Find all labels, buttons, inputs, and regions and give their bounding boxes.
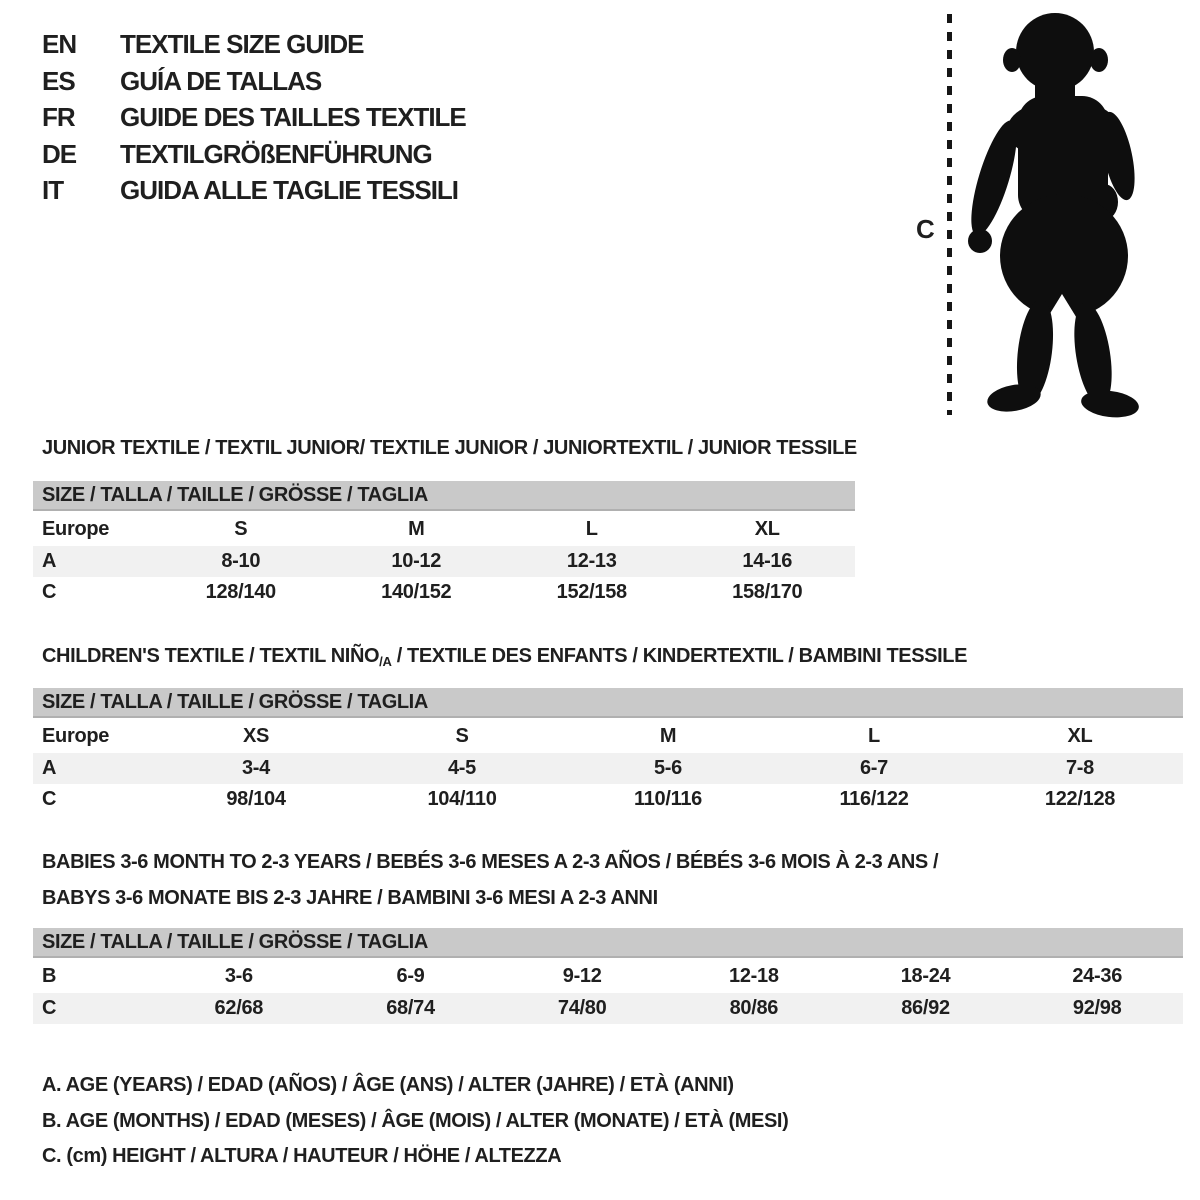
baby-silhouette-icon xyxy=(958,6,1158,421)
row-label: Europe xyxy=(42,518,110,541)
size-cell: XL xyxy=(754,518,780,541)
lang-code: IT xyxy=(42,175,64,205)
height-cell: 152/158 xyxy=(556,581,627,604)
age-cell: 4-5 xyxy=(447,756,476,779)
size-cell: L xyxy=(585,518,598,541)
lang-code: DE xyxy=(42,138,77,169)
age-cell: 12-18 xyxy=(729,965,779,988)
babies-section-title-line1: BABIES 3-6 MONTH TO 2-3 YEARS / BEBÉS 3-6 MESES A 2-3 AÑOS / BÉBÉS 3-6 MOIS À 2-3 ANS / xyxy=(42,851,939,873)
age-cell: 18-24 xyxy=(900,965,951,988)
row-label: A xyxy=(42,756,57,779)
age-cell: 24-36 xyxy=(1072,965,1123,988)
row-label: C xyxy=(42,581,57,604)
row-label: B xyxy=(42,965,57,988)
height-cell: 86/92 xyxy=(901,996,950,1019)
lang-code: FR xyxy=(42,102,75,132)
children-size-table xyxy=(33,688,1183,816)
height-cell: 158/170 xyxy=(732,581,803,604)
size-cell: XS xyxy=(242,725,270,748)
children-title-prefix: CHILDREN'S TEXTILE / TEXTIL NIÑO xyxy=(42,645,380,667)
row-label: C xyxy=(42,788,57,811)
junior-section-title: JUNIOR TEXTILE / TEXTIL JUNIOR/ TEXTILE JUNIOR / JUNIORTEXTIL / JUNIOR TESSILE xyxy=(42,437,857,459)
lang-row-fr xyxy=(42,99,466,136)
table-row xyxy=(33,784,1183,816)
size-cell: S xyxy=(234,518,248,541)
lang-code: ES xyxy=(42,65,75,96)
height-cell: 140/152 xyxy=(381,581,452,604)
size-cell: S xyxy=(455,725,469,748)
row-label: Europe xyxy=(42,725,110,748)
table-row xyxy=(33,961,1183,993)
height-cell: 80/86 xyxy=(729,996,779,1019)
age-cell: 9-12 xyxy=(562,965,602,988)
age-cell: 12-13 xyxy=(566,549,617,572)
table-row xyxy=(33,577,855,609)
height-cell: 68/74 xyxy=(386,996,435,1019)
age-cell: 3-4 xyxy=(241,756,270,779)
age-cell: 8-10 xyxy=(221,549,261,572)
height-cell: 74/80 xyxy=(557,996,607,1019)
size-cell: M xyxy=(659,725,677,748)
babies-size-table xyxy=(33,928,1183,1024)
size-cell: M xyxy=(408,518,425,541)
lang-row-de xyxy=(42,136,466,173)
height-cell: 92/98 xyxy=(1072,996,1122,1019)
table-row xyxy=(33,993,1183,1025)
lang-row-it xyxy=(42,172,466,209)
table-row xyxy=(33,514,855,546)
table-row xyxy=(33,546,855,578)
height-cell: 62/68 xyxy=(214,996,264,1019)
table-row xyxy=(33,753,1183,785)
height-figure xyxy=(900,0,1180,430)
babies-section-title-line2: BABYS 3-6 MONATE BIS 2-3 JAHRE / BAMBINI 3-6 MESI A 2-3 ANNI xyxy=(42,887,658,909)
age-cell: 10-12 xyxy=(391,549,442,572)
height-measure-label: C xyxy=(916,214,934,244)
table-row xyxy=(33,721,1183,753)
lang-code: EN xyxy=(42,29,77,59)
lang-row-es xyxy=(42,63,466,100)
age-cell: 3-6 xyxy=(224,965,253,988)
children-section-title xyxy=(42,644,967,670)
guide-title: TEXTILGRÖßENFÜHRUNG xyxy=(120,138,432,169)
size-cell: XL xyxy=(1067,725,1093,748)
size-cell: L xyxy=(868,725,880,748)
children-title-subscript: /A xyxy=(379,654,392,669)
guide-title: TEXTILE SIZE GUIDE xyxy=(120,29,364,59)
lang-row-en xyxy=(42,26,466,63)
junior-size-table xyxy=(33,481,855,609)
size-header-bar: SIZE / TALLA / TAILLE / GRÖSSE / TAGLIA xyxy=(33,481,855,511)
children-title-suffix: / TEXTILE DES ENFANTS / KINDERTEXTIL / BAMBINI TESSILE xyxy=(391,645,968,667)
height-cell: 122/128 xyxy=(1044,788,1116,811)
guide-title: GUIDE DES TAILLES TEXTILE xyxy=(120,102,466,132)
language-title-list xyxy=(42,26,466,209)
height-measure-line xyxy=(947,14,952,415)
age-cell: 6-9 xyxy=(396,965,425,988)
measure-legend xyxy=(42,1068,788,1175)
legend-line-c: C. (cm) HEIGHT / ALTURA / HAUTEUR / HÖHE / ALTEZZA xyxy=(42,1145,562,1167)
age-cell: 6-7 xyxy=(859,756,888,779)
age-cell: 7-8 xyxy=(1065,756,1094,779)
age-cell: 14-16 xyxy=(742,549,793,572)
legend-line-a: A. AGE (YEARS) / EDAD (AÑOS) / ÂGE (ANS) / ALTER (JAHRE) / ETÀ (ANNI) xyxy=(42,1074,734,1096)
height-cell: 128/140 xyxy=(205,581,276,604)
legend-line-b: B. AGE (MONTHS) / EDAD (MESES) / ÂGE (MOIS) / ALTER (MONATE) / ETÀ (MESI) xyxy=(42,1109,789,1132)
row-label: A xyxy=(42,549,57,572)
age-cell: 5-6 xyxy=(653,756,682,779)
height-cell: 98/104 xyxy=(226,788,286,811)
height-cell: 110/116 xyxy=(634,788,702,811)
row-label: C xyxy=(42,996,57,1019)
size-header-bar: SIZE / TALLA / TAILLE / GRÖSSE / TAGLIA xyxy=(33,928,1183,958)
guide-title: GUÍA DE TALLAS xyxy=(120,65,322,96)
size-header-bar: SIZE / TALLA / TAILLE / GRÖSSE / TAGLIA xyxy=(33,688,1183,718)
height-cell: 104/110 xyxy=(427,788,497,811)
guide-title: GUIDA ALLE TAGLIE TESSILI xyxy=(120,175,459,205)
height-cell: 116/122 xyxy=(839,788,909,811)
